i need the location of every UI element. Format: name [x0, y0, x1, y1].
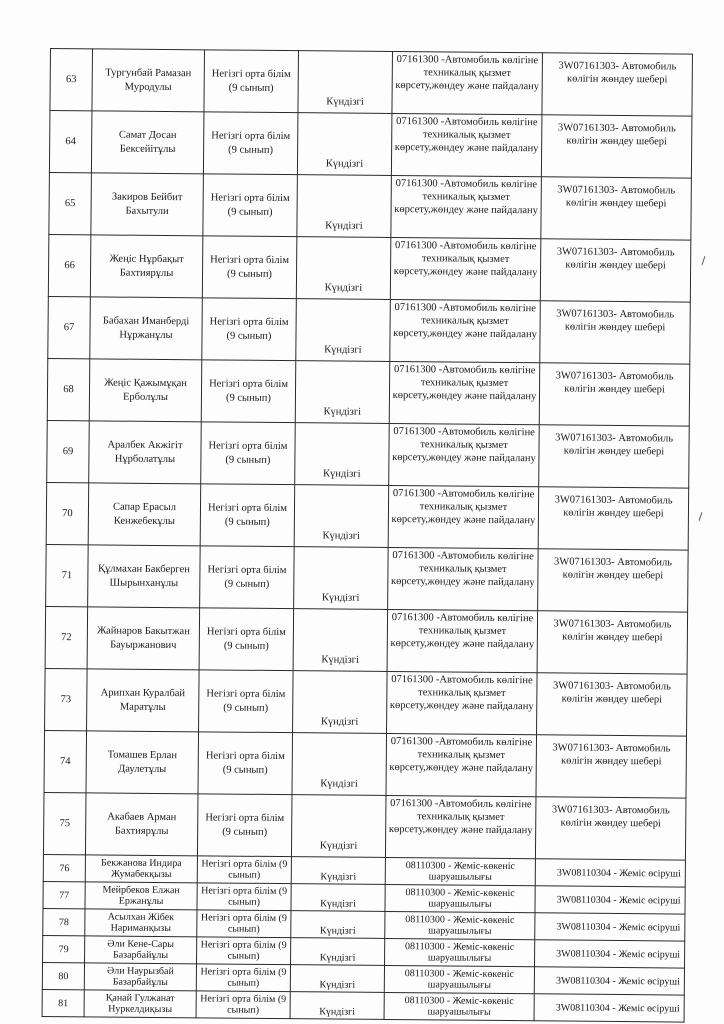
student-name: Әли Кене-Сары Базарбайұлы: [85, 936, 197, 964]
row-number: 68: [47, 358, 90, 420]
row-number: 77: [43, 881, 85, 908]
qualification: 3W08110304 - Жеміс өсіруші: [535, 886, 685, 914]
study-form: Күндізгі: [291, 857, 385, 885]
study-form: Күндізгі: [291, 795, 386, 858]
qualification: 3W07161303- Автомобиль көлігін жөндеу шебері: [538, 549, 689, 612]
student-name: Акабаев Арман Бахтиярұлы: [85, 793, 198, 856]
row-number: 81: [42, 989, 84, 1016]
education-level: Негізгі орта білім (9 сынып): [203, 174, 298, 237]
row-number: 66: [48, 234, 91, 296]
row-number: 78: [43, 908, 85, 935]
specialty: 07161300 -Автомобиль көлігіне техникалық қызмет көрсету,жөндеу және пайдалану: [387, 609, 538, 672]
table-row: [49, 111, 692, 179]
table-row: [45, 668, 688, 736]
scan-mark: [699, 512, 703, 521]
study-form: Күндізгі: [295, 361, 390, 424]
study-form: Күндізгі: [292, 733, 387, 796]
row-number: 72: [45, 606, 88, 668]
education-level: Негізгі орта білім (9 сынып): [198, 732, 293, 795]
row-number: 74: [44, 730, 87, 792]
student-roster-table: [42, 48, 693, 1023]
specialty: 08110300 - Жеміс-көкеніс шаруашылығы: [384, 992, 534, 1020]
table-row: [46, 544, 689, 612]
qualification: 3W07161303- Автомобиль көлігін жөндеу шебері: [539, 363, 690, 426]
specialty: 07161300 -Автомобиль көлігіне техникалық қызмет көрсету,жөндеу және пайдалану: [390, 299, 541, 362]
specialty: 07161300 -Автомобиль көлігіне техникалық қызмет көрсету,жөндеу және пайдалану: [388, 485, 539, 548]
student-name: Бекжанова Индира Жумабекқызы: [85, 855, 197, 883]
table-row: [50, 49, 693, 117]
qualification: 3W08110304 - Жеміс өсіруші: [535, 940, 685, 968]
qualification: 3W07161303- Автомобиль көлігін жөндеу шебері: [539, 425, 690, 488]
student-name: Жеңіс Нұрбақыт Бахтиярұлы: [90, 235, 203, 298]
qualification: 3W08110304 - Жеміс өсіруші: [534, 994, 684, 1022]
row-number: 64: [49, 111, 92, 173]
education-level: Негізгі орта білім (9 сынып): [200, 484, 295, 547]
student-name: Томашев Ерлан Даулетұлы: [86, 731, 199, 794]
student-name: Асылхан Жібек Нариманқызы: [85, 909, 197, 937]
row-number: 70: [46, 482, 89, 544]
qualification: 3W07161303- Автомобиль көлігін жөндеу шебері: [537, 673, 688, 736]
scan-mark: [702, 256, 706, 265]
specialty: 07161300 -Автомобиль көлігіне техникалық қызмет көрсету,жөндеу және пайдалану: [388, 547, 539, 610]
specialty: 07161300 -Автомобиль көлігіне техникалық қызмет көрсету,жөндеу және пайдалану: [389, 423, 540, 486]
student-name: Закиров Бейбит Бахытули: [91, 173, 204, 236]
row-number: 73: [45, 668, 88, 730]
row-number: 79: [43, 935, 85, 962]
education-level: Негізгі орта білім (9 сынып): [197, 883, 291, 911]
specialty: 07161300 -Автомобиль көлігіне техникалық қызмет көрсету,жөндеу және пайдалану: [385, 795, 536, 858]
qualification: 3W07161303- Автомобиль көлігін жөндеу шебері: [538, 487, 689, 550]
study-form: Күндізгі: [290, 992, 384, 1020]
education-level: Негізгі орта білім (9 сынып): [202, 298, 297, 361]
education-level: Негізгі орта білім (9 сынып): [196, 991, 290, 1019]
education-level: Негізгі орта білім (9 сынып): [196, 964, 290, 992]
table-row: [47, 420, 690, 488]
education-level: Негізгі орта білім (9 сынып): [197, 856, 291, 884]
table-row: [45, 606, 688, 674]
specialty: 07161300 -Автомобиль көлігіне техникалық қызмет көрсету,жөндеу және пайдалану: [391, 175, 542, 238]
student-name: Әли Наурызбай Базарбайұлы: [84, 963, 196, 991]
study-form: Күндізгі: [294, 547, 389, 610]
qualification: 3W07161303- Автомобиль көлігін жөндеу шебері: [540, 301, 691, 364]
student-name: Қанай Гулжанат Нуркелдиқызы: [84, 990, 196, 1018]
education-level: Негізгі орта білім (9 сынып): [199, 608, 294, 671]
study-form: Күндізгі: [291, 884, 385, 912]
education-level: Негізгі орта білім (9 сынып): [199, 670, 294, 733]
education-level: Негізгі орта білім (9 сынып): [197, 910, 291, 938]
specialty: 08110300 - Жеміс-көкеніс шаруашылығы: [385, 857, 535, 885]
study-form: Күндізгі: [293, 609, 388, 672]
specialty: 08110300 - Жеміс-көкеніс шаруашылығы: [385, 911, 535, 939]
row-number: 71: [46, 544, 89, 606]
study-form: Күндізгі: [290, 965, 384, 993]
student-name: Мейрбеков Елжан Ержанұлы: [85, 882, 197, 910]
specialty: 08110300 - Жеміс-көкеніс шаруашылығы: [385, 884, 535, 912]
qualification: 3W07161303- Автомобиль көлігін жөндеу шебері: [537, 611, 688, 674]
education-level: Негізгі орта білім (9 сынып): [204, 50, 299, 113]
table-row: [43, 792, 686, 860]
education-level: Негізгі орта білім (9 сынып): [200, 546, 295, 609]
row-number: 80: [42, 962, 84, 989]
study-form: Күндізгі: [291, 938, 385, 966]
qualification: 3W07161303- Автомобиль көлігін жөндеу шебері: [535, 797, 686, 860]
table-row: [49, 172, 692, 240]
row-number: 75: [43, 792, 86, 854]
qualification: 3W07161303- Автомобиль көлігін жөндеу шебері: [542, 53, 693, 116]
row-number: 67: [48, 296, 91, 358]
specialty: 07161300 -Автомобиль көлігіне техникалық қызмет көрсету,жөндеу және пайдалану: [391, 113, 542, 176]
study-form: Күндізгі: [297, 175, 392, 238]
education-level: Негізгі орта білім (9 сынып): [202, 236, 297, 299]
row-number: 65: [49, 172, 92, 234]
study-form: Күндізгі: [294, 485, 389, 548]
specialty: 07161300 -Автомобиль көлігіне техникалық қызмет көрсету,жөндеу және пайдалану: [387, 671, 538, 734]
study-form: Күндізгі: [293, 671, 388, 734]
student-name: Жайнаров Бакытжан Бауыржанович: [87, 607, 200, 670]
specialty: 07161300 -Автомобиль көлігіне техникалық қызмет көрсету,жөндеу және пайдалану: [389, 361, 540, 424]
qualification: 3W07161303- Автомобиль көлігін жөндеу шебері: [536, 735, 687, 798]
table-row: [48, 234, 691, 302]
row-number: 63: [50, 49, 93, 111]
student-name: Жеңіс Қажымұқан Ерболұлы: [89, 359, 202, 422]
specialty: 07161300 -Автомобиль көлігіне техникалық қызмет көрсету,жөндеу және пайдалану: [392, 51, 543, 114]
row-number: 76: [43, 854, 85, 881]
education-level: Негізгі орта білім (9 сынып): [201, 360, 296, 423]
education-level: Негізгі орта білім (9 сынып): [201, 422, 296, 485]
qualification: 3W08110304 - Жеміс өсіруші: [535, 913, 685, 941]
specialty: 08110300 - Жеміс-көкеніс шаруашылығы: [384, 965, 534, 993]
student-name: Тургунбай Рамазан Муродулы: [92, 49, 205, 112]
table-row: [48, 296, 691, 364]
roster-body: [42, 49, 692, 1023]
qualification: 3W07161303- Автомобиль көлігін жөндеу шебері: [540, 239, 691, 302]
study-form: Күндізгі: [298, 51, 393, 114]
student-name: Құлмахан Бакберген Шырынханұлы: [88, 545, 201, 608]
specialty: 07161300 -Автомобиль көлігіне техникалық қызмет көрсету,жөндеу және пайдалану: [386, 733, 537, 796]
student-name: Бабахан Иманберді Нұржанұлы: [90, 297, 203, 360]
table-row: [47, 358, 690, 426]
specialty: 07161300 -Автомобиль көлігіне техникалық қызмет көрсету,жөндеу және пайдалану: [390, 237, 541, 300]
study-form: Күндізгі: [296, 237, 391, 300]
education-level: Негізгі орта білім (9 сынып): [197, 937, 291, 965]
table-row: [42, 989, 684, 1022]
qualification: 3W08110304 - Жеміс өсіруші: [534, 967, 684, 995]
education-level: Негізгі орта білім (9 сынып): [197, 794, 292, 857]
student-name: Самат Досан Бексейітұлы: [91, 111, 204, 174]
study-form: Күндізгі: [291, 911, 385, 939]
student-name: Аралбек Акжігіт Нұрболатұлы: [89, 421, 202, 484]
student-name: Сапар Ерасыл Кенжебекұлы: [88, 483, 201, 546]
student-name: Арипхан Куралбай Маратұлы: [87, 669, 200, 732]
specialty: 08110300 - Жеміс-көкеніс шаруашылығы: [385, 938, 535, 966]
study-form: Күндізгі: [297, 113, 392, 176]
study-form: Күндізгі: [295, 423, 390, 486]
table-row: [44, 730, 687, 798]
study-form: Күндізгі: [296, 299, 391, 362]
qualification: 3W07161303- Автомобиль көлігін жөндеу шебері: [541, 115, 692, 178]
row-number: 69: [47, 420, 90, 482]
qualification: 3W08110304 - Жеміс өсіруші: [535, 859, 685, 887]
table-row: [46, 482, 689, 550]
qualification: 3W07161303- Автомобиль көлігін жөндеу шебері: [541, 177, 692, 240]
education-level: Негізгі орта білім (9 сынып): [203, 112, 298, 175]
